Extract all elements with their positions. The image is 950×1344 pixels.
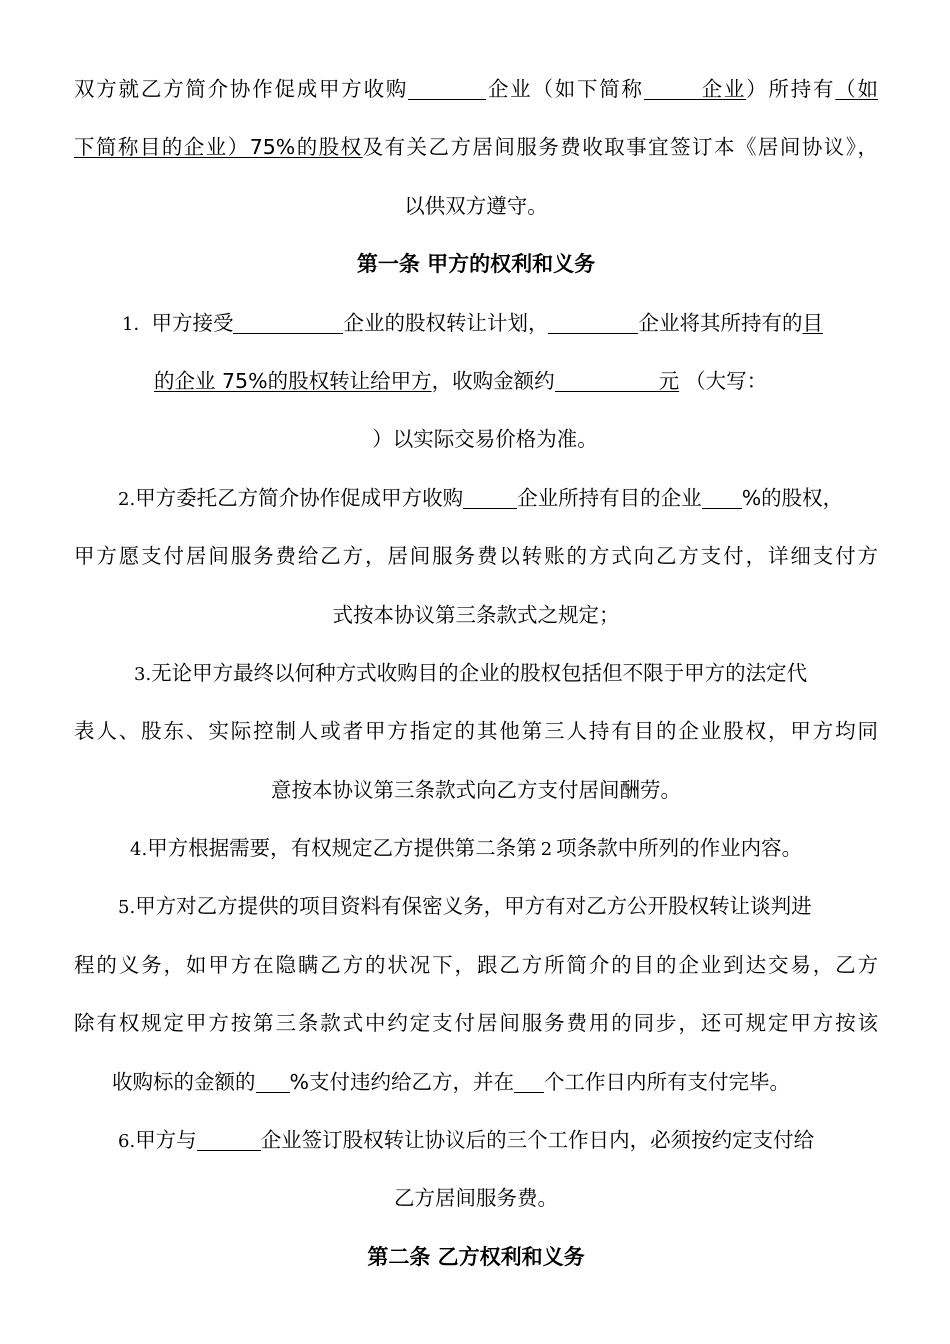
clause-4-line-1 bbox=[74, 819, 878, 877]
clause-number: 1． bbox=[122, 313, 152, 335]
clause-5-line-1 bbox=[74, 877, 878, 935]
clause-text: ，收购金额约 bbox=[431, 368, 555, 393]
clause-2-line-2: 甲方愿支付居间服务费给乙方，居间服务费以转账的方式向乙方支付，详细支付方 bbox=[74, 544, 878, 569]
intro-line-3: 以供双方遵守。 bbox=[404, 193, 548, 218]
clause-text: 企业的股权转让计划， bbox=[343, 310, 549, 335]
clause-text: 项条款中所列的作业内容。 bbox=[556, 836, 803, 861]
clause-1-line-1 bbox=[74, 294, 878, 352]
clause-text: 企业将其所持有的 bbox=[638, 310, 803, 335]
clause-text: %的股权， bbox=[741, 485, 844, 510]
blank-field bbox=[702, 486, 742, 509]
clause-text: 甲方接受 bbox=[151, 310, 234, 335]
blank-field bbox=[644, 77, 700, 100]
clause-3-line-1 bbox=[74, 644, 878, 702]
section-heading: 第一条 甲方的权利和义务 bbox=[356, 252, 596, 277]
clause-6-line-2: 乙方居间服务费。 bbox=[394, 1186, 558, 1211]
intro-text: 企业（如下简称 bbox=[486, 77, 644, 101]
clause-text: （大写： bbox=[685, 368, 768, 393]
clause-1-line-3: ）以实际交易价格为准。 bbox=[372, 427, 598, 452]
clause-text: 目 bbox=[802, 310, 823, 335]
clause-number: 3. bbox=[134, 663, 152, 685]
intro-text: 及有关乙方居间服务费收取事宜签订本《居间协议》， bbox=[362, 135, 878, 160]
clause-text: 无论甲方最终以何种方式收购目的企业的股权包括但不限于甲方的法定代 bbox=[151, 660, 808, 685]
clause-5-line-4 bbox=[74, 1053, 878, 1111]
blank-field bbox=[548, 311, 638, 334]
clause-text: 甲方根据需要，有权规定乙方提供第二条第 bbox=[147, 836, 537, 861]
clause-2-line-3: 式按本协议第三条款式之规定； bbox=[332, 602, 620, 627]
clause-5-line-2: 程的义务，如甲方在隐瞒乙方的状况下，跟乙方所简介的目的企业到达交易，乙方 bbox=[74, 952, 878, 977]
blank-field bbox=[233, 311, 343, 334]
blank-field bbox=[463, 486, 517, 509]
intro-line-1 bbox=[74, 60, 878, 118]
clause-3-line-3: 意按本协议第三条款式向乙方支付居间酬劳。 bbox=[271, 777, 681, 802]
document-page bbox=[74, 60, 878, 1286]
intro-text: 双方就乙方简介协作促成甲方收购 bbox=[74, 77, 409, 101]
clause-number: 4. bbox=[130, 839, 148, 861]
clause-5-line-3: 除有权规定甲方按第三条款式中约定支付居间服务费用的同步，还可规定甲方按该 bbox=[74, 1011, 878, 1036]
clause-2-line-1 bbox=[74, 469, 878, 527]
clause-text: 甲方对乙方提供的项目资料有保密义务，甲方有对乙方公开股权转让谈判进 bbox=[135, 894, 812, 919]
clause-text: 元 bbox=[658, 368, 680, 393]
clause-number: 6. bbox=[118, 1131, 136, 1153]
intro-line-2 bbox=[74, 118, 878, 176]
clause-text: %支付违约给乙方，并在 bbox=[289, 1069, 514, 1094]
clause-3-line-2: 表人、股东、实际控制人或者甲方指定的其他第三人持有目的企业股权，甲方均同 bbox=[74, 719, 878, 744]
clause-text: 甲方与 bbox=[135, 1128, 197, 1153]
clause-1-line-2 bbox=[74, 352, 878, 410]
clause-text: 企业所持有目的企业 bbox=[517, 485, 702, 510]
blank-field bbox=[197, 1128, 261, 1151]
blank-field bbox=[514, 1070, 544, 1093]
clause-text: 个工作日内所有支付完毕。 bbox=[543, 1069, 790, 1094]
intro-text: 下简称目的企业）75%的股权 bbox=[74, 135, 363, 160]
intro-text: ）所持有 bbox=[746, 77, 836, 101]
clause-number: 5. bbox=[118, 897, 136, 919]
blank-field bbox=[408, 77, 486, 100]
blank-field bbox=[555, 369, 659, 392]
clause-6-line-1 bbox=[74, 1111, 878, 1169]
clause-text: 甲方委托乙方简介协作促成甲方收购 bbox=[135, 485, 464, 510]
section-heading: 第二条 乙方权利和义务 bbox=[367, 1244, 585, 1269]
intro-text: 企业 bbox=[699, 77, 747, 101]
clause-text: 企业签订股权转让协议后的三个工作日内，必须按约定支付给 bbox=[260, 1128, 815, 1153]
clause-text: 2 bbox=[540, 839, 553, 861]
intro-text: （如 bbox=[835, 77, 878, 101]
clause-text: 的企业 75%的股权转让给甲方 bbox=[154, 368, 432, 393]
blank-field bbox=[256, 1070, 290, 1093]
clause-number: 2. bbox=[118, 488, 136, 510]
clause-text: 收购标的金额的 bbox=[112, 1069, 256, 1094]
